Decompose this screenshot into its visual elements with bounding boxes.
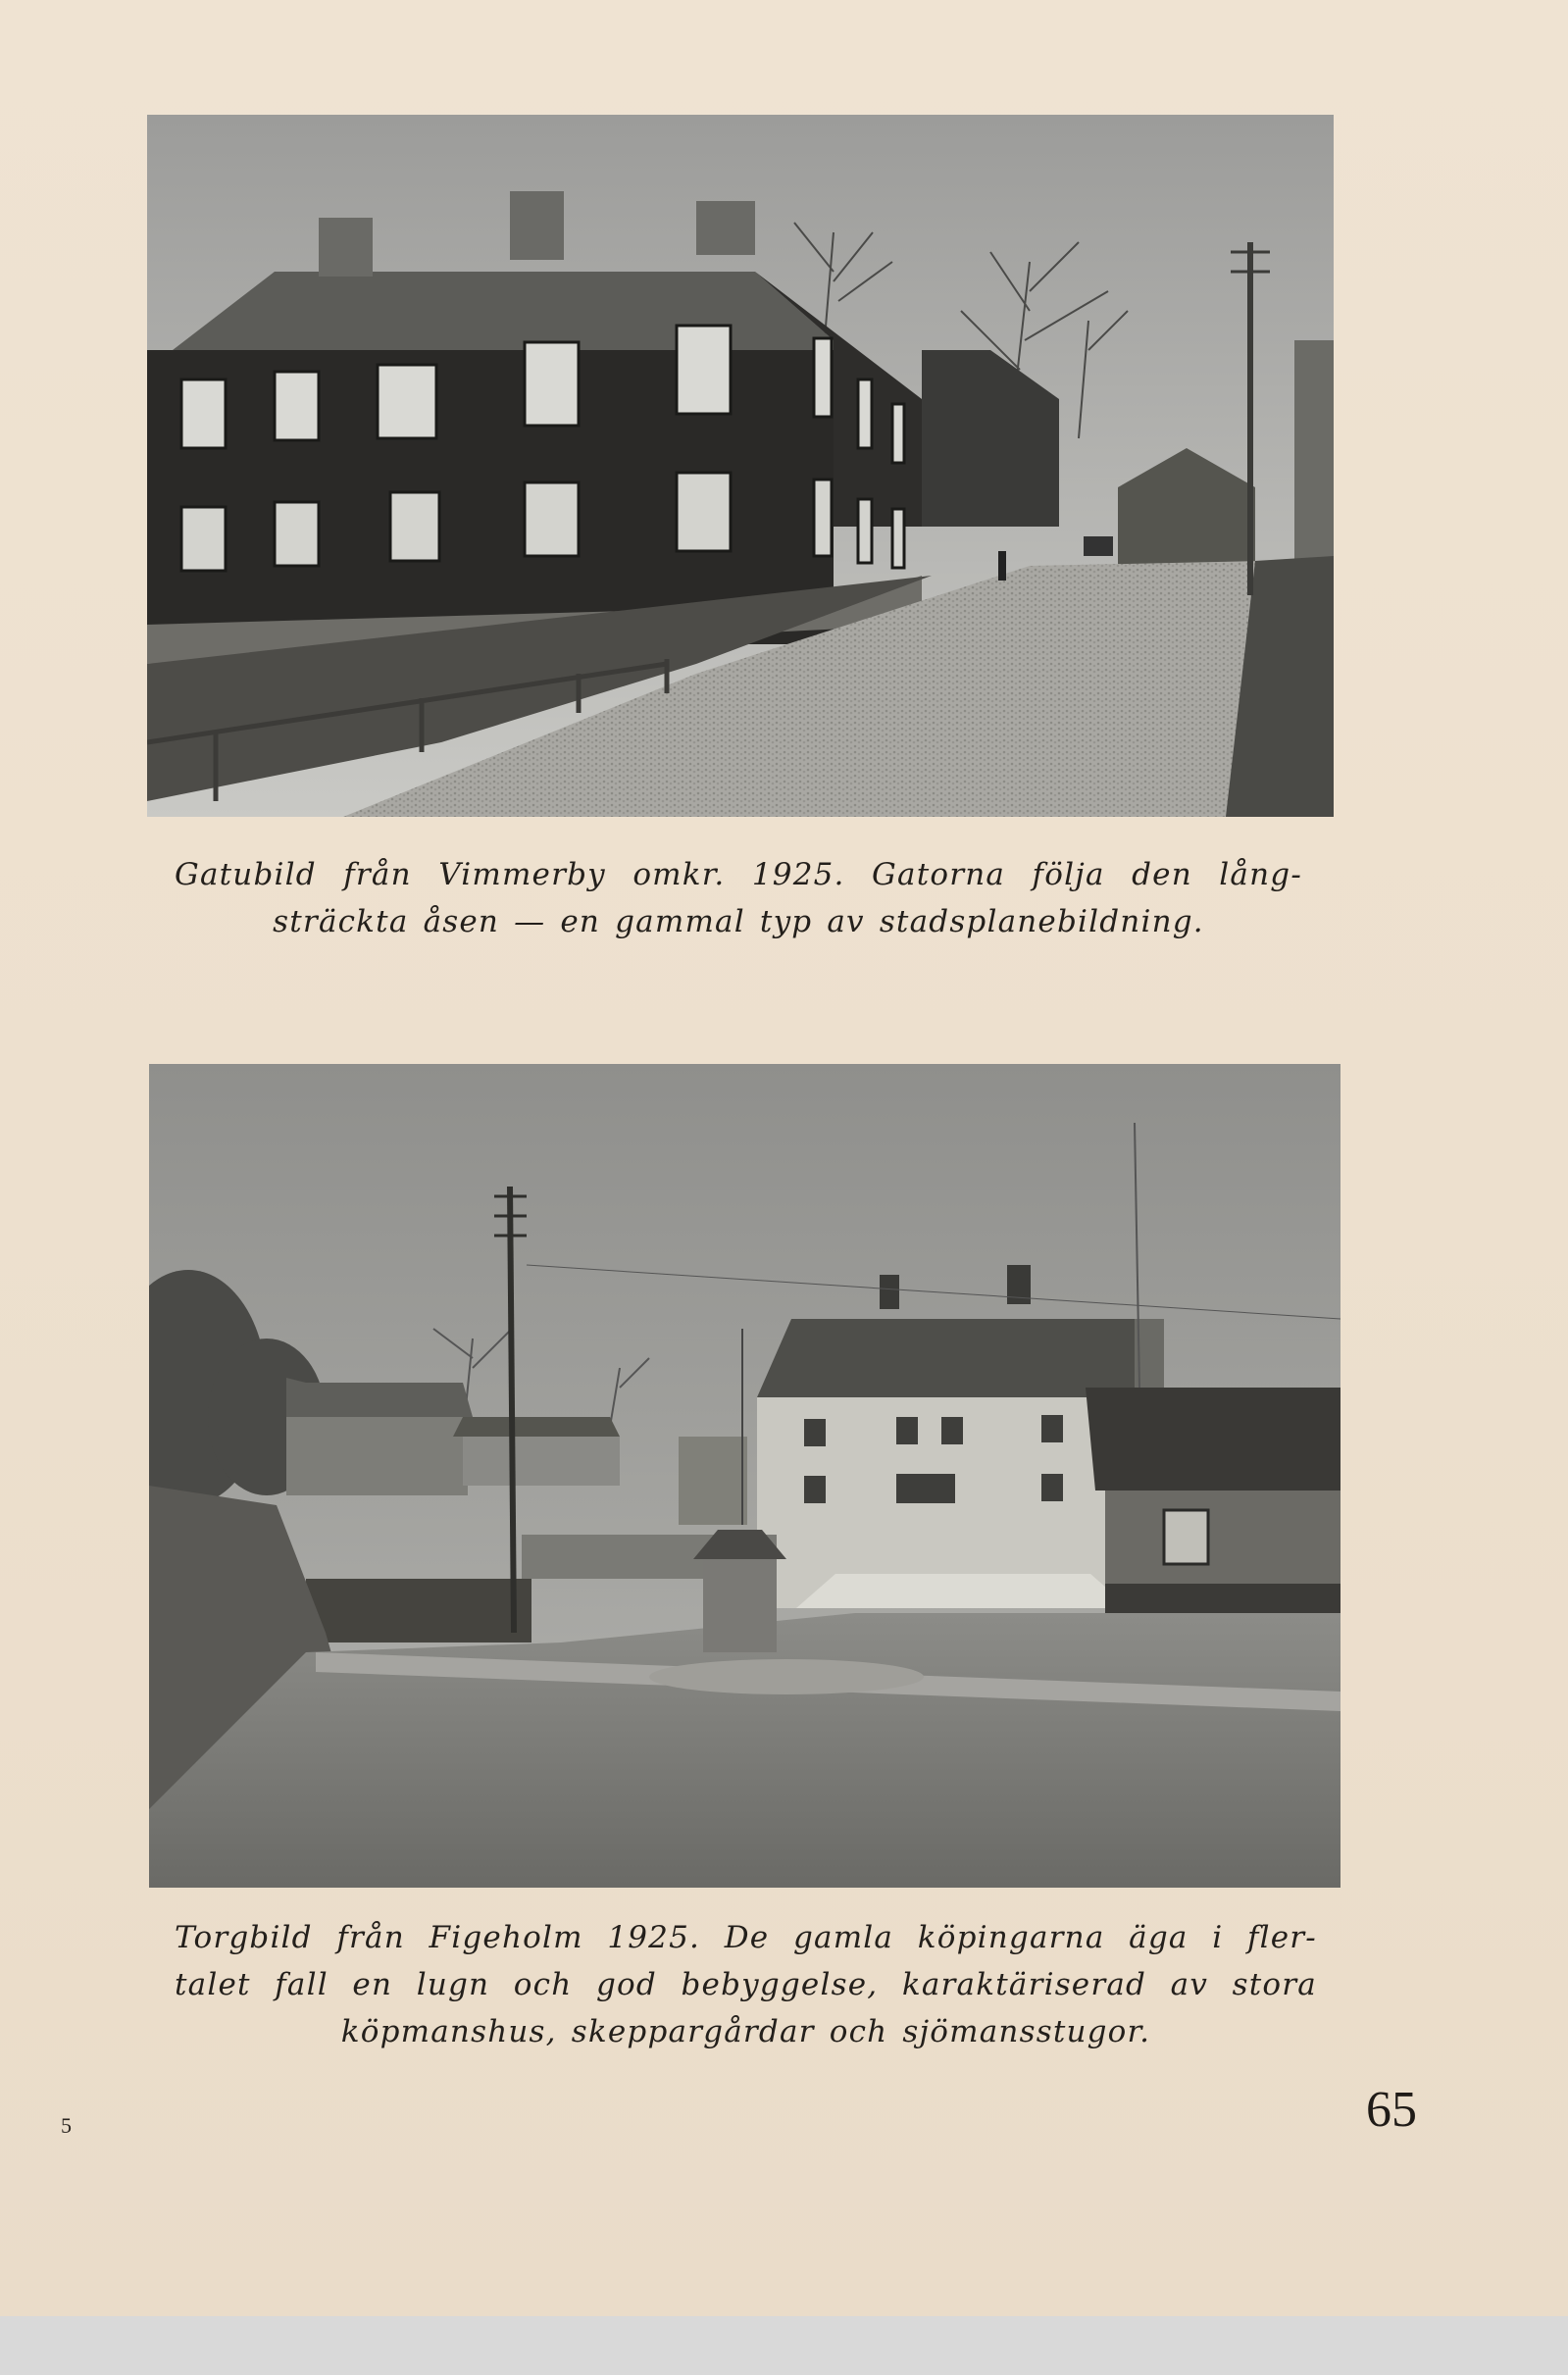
photo-vimmerby-street: [147, 115, 1334, 817]
page-number: 65: [1366, 2082, 1417, 2138]
photo-figeholm-square: [149, 1064, 1340, 1888]
caption-line: köpmanshus, skeppargårdar och sjömansstugor.: [340, 2014, 1151, 2049]
signature-mark: 5: [61, 2113, 72, 2138]
caption-line: Torgbild från Figeholm 1925. De gamla köpingarna äga i fler-: [175, 1920, 1317, 1955]
photo-vimmerby-image: [147, 115, 1334, 817]
caption-line: Gatubild från Vimmerby omkr. 1925. Gatorna följa den lång-: [175, 857, 1302, 892]
caption-figeholm: [175, 1914, 1317, 2055]
scan-border: [0, 2316, 1568, 2375]
caption-line: sträckta åsen — en gammal typ av stadsplanebildning.: [273, 904, 1204, 939]
photo-figeholm-image: [149, 1064, 1340, 1888]
caption-line: talet fall en lugn och god bebyggelse, karaktäriserad av stora: [175, 1967, 1317, 2002]
caption-vimmerby: [175, 851, 1302, 945]
